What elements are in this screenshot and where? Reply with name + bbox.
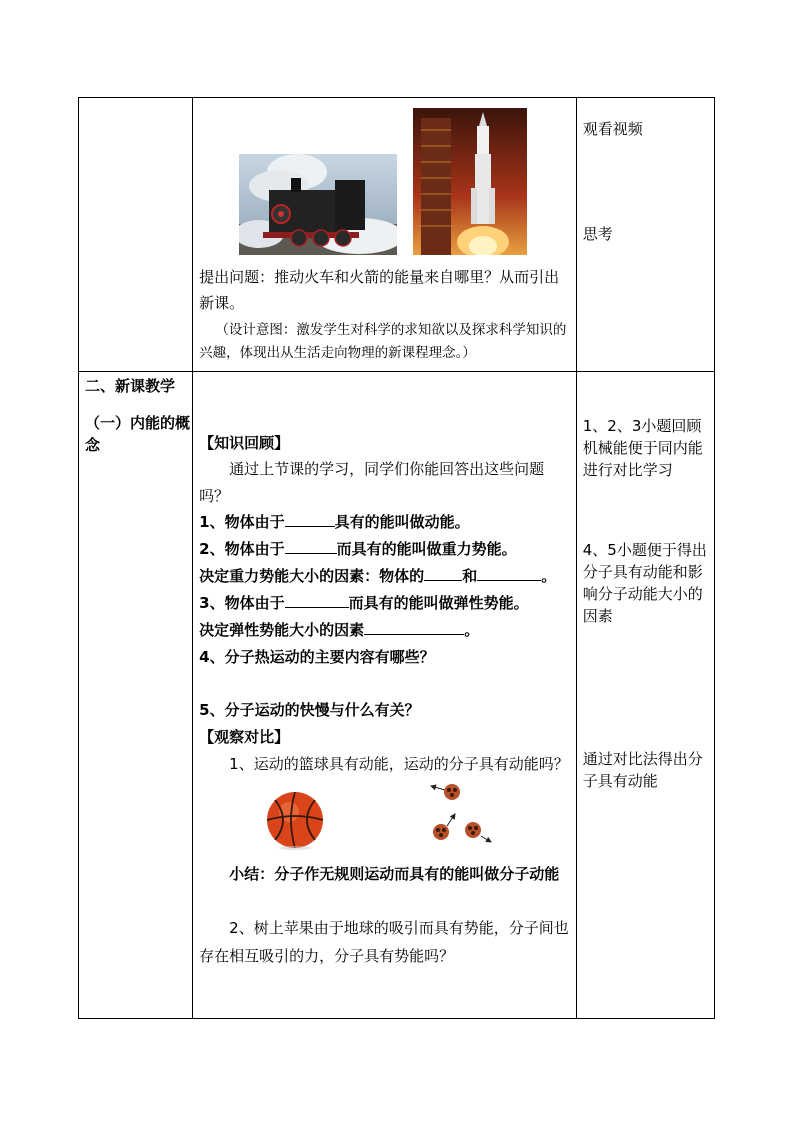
section-title: 二、新课教学 — [85, 377, 176, 395]
side-note-1: 1、2、3小题回顾机械能便于同内能进行对比学习 — [582, 417, 703, 479]
question-4: 4、分子热运动的主要内容有哪些？ — [199, 648, 435, 666]
q2c-suffix: 。 — [541, 567, 557, 585]
side-note-3: 通过对比法得出分子具有动能 — [582, 750, 703, 790]
row1-col1-text — [79, 98, 192, 371]
summary-text: 分子作无规则运动而具有的能叫做分子动能 — [274, 865, 560, 883]
q3c-suffix: 。 — [464, 621, 480, 639]
blank-1[interactable] — [285, 512, 335, 527]
q1-prefix: 1、物体由于 — [199, 513, 285, 531]
lesson-plan-table — [78, 97, 715, 1019]
side-note-2: 4、5小题便于得出分子具有动能和影响分子动能大小的因素 — [582, 541, 707, 625]
rocket-launch-image — [413, 108, 527, 255]
observe-heading: 【观察对比】 — [199, 728, 290, 746]
blank-3[interactable] — [424, 566, 462, 581]
question-1 — [199, 509, 469, 536]
row1-col2-cell — [193, 98, 577, 372]
question-3-factors — [199, 617, 479, 644]
q3c-prefix: 决定弹性势能大小的因素 — [199, 621, 365, 639]
table-row — [79, 372, 715, 1019]
observation-2: 2、树上苹果由于地球的吸引而具有势能，分子间也存在相互吸引的力，分子具有势能吗？ — [199, 919, 569, 965]
table-row — [79, 98, 715, 372]
basketball-image — [265, 790, 325, 850]
row1-col1-cell — [79, 98, 193, 372]
row2-col1-cell — [79, 372, 193, 1019]
summary-block — [229, 860, 574, 888]
q2-prefix: 2、物体由于 — [199, 540, 285, 558]
blank-5[interactable] — [285, 593, 349, 608]
molecules-image — [425, 780, 525, 850]
design-note-text: （设计意图：激发学生对科学的求知欲以及探求科学知识的兴趣，体现出从生活走向物理的新课程理念。） — [199, 322, 567, 361]
q3-suffix: 而具有的能叫做弹性势能。 — [348, 594, 529, 612]
q1-suffix: 具有的能叫做动能。 — [334, 513, 470, 531]
blank-6[interactable] — [364, 620, 464, 635]
intro-text: 通过上节课的学习，同学们你能回答出这些问题吗？ — [199, 460, 545, 505]
activity-think: 思考 — [582, 225, 613, 243]
question-3 — [199, 590, 528, 617]
q2c-prefix: 决定重力势能大小的因素：物体的 — [199, 567, 425, 585]
q3-prefix: 3、物体由于 — [199, 594, 285, 612]
summary-label: 小结： — [229, 865, 275, 883]
question-2-factors — [199, 563, 556, 590]
subsection-title: （一）内能的概念 — [85, 414, 191, 454]
knowledge-review-heading: 【知识回顾】 — [199, 434, 290, 452]
observation-1: 1、运动的篮球具有动能，运动的分子具有动能吗？ — [229, 755, 569, 773]
row2-col2-cell — [193, 372, 577, 1019]
blank-4[interactable] — [477, 566, 541, 581]
steam-locomotive-image — [239, 154, 397, 255]
row2-col3-cell — [576, 372, 714, 1019]
activity-watch-video: 观看视频 — [582, 120, 643, 138]
q2c-middle: 和 — [462, 567, 478, 585]
question-2 — [199, 536, 516, 563]
q2-suffix: 而具有的能叫做重力势能。 — [336, 540, 517, 558]
row1-col3-cell — [576, 98, 714, 372]
question-5: 5、分子运动的快慢与什么有关？ — [199, 701, 420, 719]
blank-2[interactable] — [285, 539, 337, 554]
question-text: 提出问题：推动火车和火箭的能量来自哪里？从而引出新课。 — [199, 268, 560, 312]
